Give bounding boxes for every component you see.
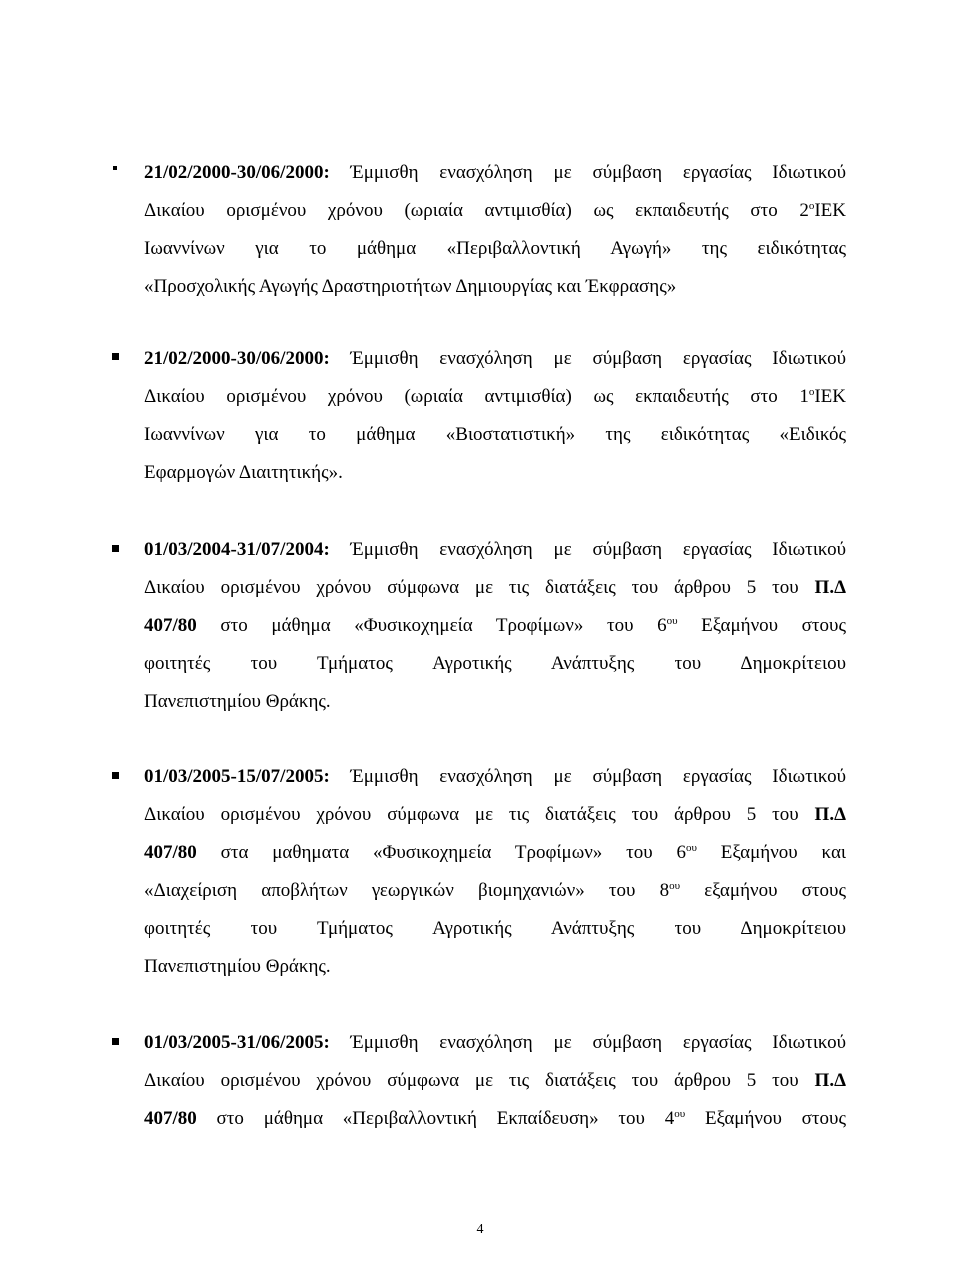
entry-line: Δικαίου ορισμένου χρόνου σύμφωνα με τις διατάξεις του άρθρου 5 του Π.Δ [144, 1070, 846, 1091]
entry-line: «Προσχολικής Αγωγής Δραστηριοτήτων Δημιουργίας και Έκφρασης» [144, 276, 677, 297]
entry-line: 01/03/2005-15/07/2005: Έμμισθη ενασχόληση με σύμβαση εργασίας Ιδιωτικού [144, 766, 846, 787]
entry-line: Πανεπιστημίου Θράκης. [144, 691, 331, 712]
entry [144, 1028, 846, 1142]
entry-line: Ιωαννίνων για το μάθημα «Βιοστατιστική» της ειδικότητας «Ειδικός [144, 424, 846, 445]
entry-line: Ιωαννίνων για το μάθημα «Περιβαλλοντική Αγωγή» της ειδικότητας [144, 238, 846, 259]
bullet-square [112, 772, 119, 779]
entry-line: 21/02/2000-30/06/2000: Έμμισθη ενασχόληση με σύμβαση εργασίας Ιδιωτικού [144, 348, 846, 369]
entry [144, 344, 846, 496]
entry-line: Εφαρμογών Διαιτητικής». [144, 462, 343, 483]
entry-line: φοιτητές του Τμήματος Αγροτικής Ανάπτυξης του Δημοκρίτειου [144, 918, 846, 939]
entry-line: φοιτητές του Τμήματος Αγροτικής Ανάπτυξης του Δημοκρίτειου [144, 653, 846, 674]
entry-line: 407/80 στο μάθημα «Φυσικοχημεία Τροφίμων» του $6^{o\upsilon}$ Εξαμήνου στους [144, 615, 846, 636]
entry-line: Δικαίου ορισμένου χρόνου (ωριαία αντιμισθία) ως εκπαιδευτής στο $1^oIEK$ [144, 386, 846, 407]
entry-line: 407/80 στα μαθηματα «Φυσικοχημεία Τροφίμων» του $6^{o\upsilon}$ Εξαμήνου και [144, 842, 847, 863]
entry-line: Δικαίου ορισμένου χρόνου σύμφωνα με τις διατάξεις του άρθρου 5 του Π.Δ [144, 804, 846, 825]
entry-line: 407/80 στο μάθημα «Περιβαλλοντική Εκπαίδευση» του $4^{o\upsilon}$ Εξαμήνου στους [144, 1108, 846, 1129]
entry-line: Πανεπιστημίου Θράκης. [144, 956, 331, 977]
entry-line: 01/03/2004-31/07/2004: Έμμισθη ενασχόληση με σύμβαση εργασίας Ιδιωτικού [144, 539, 846, 560]
entry [144, 158, 846, 310]
entry-line: 21/02/2000-30/06/2000: Έμμισθη ενασχόληση με σύμβαση εργασίας Ιδιωτικού [144, 162, 846, 183]
bullet-square [112, 545, 119, 552]
entry [144, 535, 846, 725]
entry-line: Δικαίου ορισμένου χρόνου σύμφωνα με τις διατάξεις του άρθρου 5 του Π.Δ [144, 577, 846, 598]
entry-line: Δικαίου ορισμένου χρόνου (ωριαία αντιμισθία) ως εκπαιδευτής στο $2^oIEK$ [144, 200, 846, 221]
bullet-dot [113, 166, 117, 170]
bullet-square [112, 353, 119, 360]
entry [144, 762, 846, 990]
entry-line: «Διαχείριση αποβλήτων γεωργικών βιομηχανιών» του $8^{o\upsilon}$ εξαμήνου στους [144, 880, 846, 901]
entry-line: 01/03/2005-31/06/2005: Έμμισθη ενασχόληση με σύμβαση εργασίας Ιδιωτικού [144, 1032, 846, 1053]
page-number: 4 [476, 1222, 484, 1237]
bullet-square [112, 1038, 119, 1045]
